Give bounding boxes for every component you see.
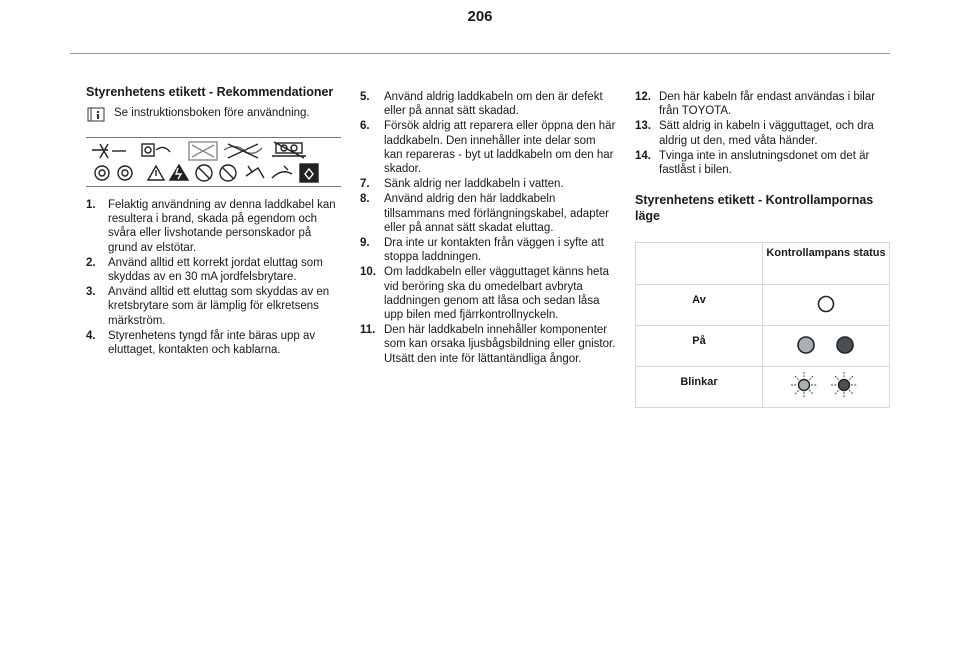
item-number: 4. [86,329,96,342]
header-rule [70,53,890,54]
list-item [86,198,341,255]
recommendations-list-2 [360,90,616,366]
list-item [360,177,616,191]
warning-label-image [86,137,341,187]
table-row [636,367,890,408]
item-number: 6. [360,120,370,133]
item-number: 9. [360,237,370,250]
list-item [360,90,616,118]
table-header-row [636,243,890,285]
lamp-blinking-icon [788,370,864,400]
warning-pictograms-icon [86,138,341,186]
row-label-on: På [636,326,763,367]
lamp-on-icon [791,332,861,358]
column-2 [360,90,616,367]
list-item [360,119,616,176]
list-item [360,236,616,264]
item-number: 12. [635,91,651,103]
column-3 [635,90,890,408]
list-item [360,265,616,322]
list-item [360,192,616,235]
item-number: 10. [360,266,376,279]
manual-reference [86,106,341,123]
item-text: Använd aldrig den här laddkabeln tillsammans med förlängningskabel, adapter eller på annat sätt skadat eluttag. [384,193,610,234]
indicator-status-table [635,242,890,408]
item-number: 11. [360,324,376,337]
item-number: 5. [360,91,370,103]
item-number: 8. [360,193,370,206]
column-1 [86,84,341,358]
list-item [86,329,341,357]
item-number: 1. [86,199,96,211]
row-label-off: Av [636,285,763,326]
item-number: 13. [635,120,651,133]
list-item [360,323,616,366]
item-text: Tvinga inte in anslutningsdonet om det är fastlåst i bilen. [659,149,870,177]
item-number: 7. [360,178,370,191]
item-text: Försök aldrig att reparera eller öppna den här laddkabeln. Den innehåller inte delar som kan repareras - byt ut laddkabeln om den har skador. [384,120,616,176]
item-text: Använd alltid ett eluttag som skyddas av en kretsbrytare som är lämplig för elkretsens märkström. [108,286,330,327]
item-text: Dra inte ur kontakten från väggen i syfte att stoppa laddningen. [384,237,604,264]
item-number: 3. [86,286,96,299]
item-text: Styrenhetens tyngd får inte bäras upp av eluttaget, kontakten och kablarna. [108,329,316,357]
item-text: Sänk aldrig ner laddkabeln i vatten. [384,178,564,191]
row-label-blinking: Blinkar [636,367,763,408]
lamp-cell-on [763,326,890,367]
list-item [86,285,341,328]
table-row [636,326,890,367]
item-number: 14. [635,149,651,162]
list-item [635,119,890,147]
item-text: Om laddkabeln eller vägguttaget känns heta vid beröring ska du omedelbart avbryta laddningen genom att låsa och sedan låsa upp bilen med fjärrkontrollnyckeln. [384,266,610,322]
lamp-off-icon [811,291,841,317]
lamp-cell-blinking [763,367,890,408]
manual-reference-text: Se instruktionsboken före användning. [114,107,310,119]
section-title-indicator-status: Styrenhetens etikett - Kontrollampornas läge [635,193,874,224]
item-text: Sätt aldrig in kabeln i vägguttaget, och dra aldrig ut den, med våta händer. [659,120,874,147]
list-item [635,90,890,118]
item-text: Den här laddkabeln innehåller komponenter som kan orsaka ljusbågsbildning eller gnistor. Utsätt den inte för lättantändliga ångor. [384,324,616,365]
lamp-cell-off [763,285,890,326]
table-header-empty [636,243,763,285]
item-text: Använd alltid ett korrekt jordat eluttag som skyddas av en 30 mA jordfelsbrytare. [108,256,323,284]
item-number: 2. [86,256,96,269]
recommendations-list-1 [86,198,341,357]
section-title-recommendations: Styrenhetens etikett - Rekommendationer [86,85,334,99]
table-header-status: Kontrollampans status [763,243,890,285]
instruction-book-icon [86,106,108,123]
table-row [636,285,890,326]
recommendations-list-3 [635,90,890,177]
item-text: Felaktig användning av denna laddkabel kan resultera i brand, skada på egendom och svåra eller livshotande personskador på grund av elstötar. [108,199,336,254]
item-text: Använd aldrig laddkabeln om den är defekt eller på annat sätt skadad. [384,91,603,118]
item-text: Den här kabeln får endast användas i bilar från TOYOTA. [659,91,876,118]
list-item [86,256,341,284]
list-item [635,149,890,177]
page-number: 206 [467,8,493,25]
